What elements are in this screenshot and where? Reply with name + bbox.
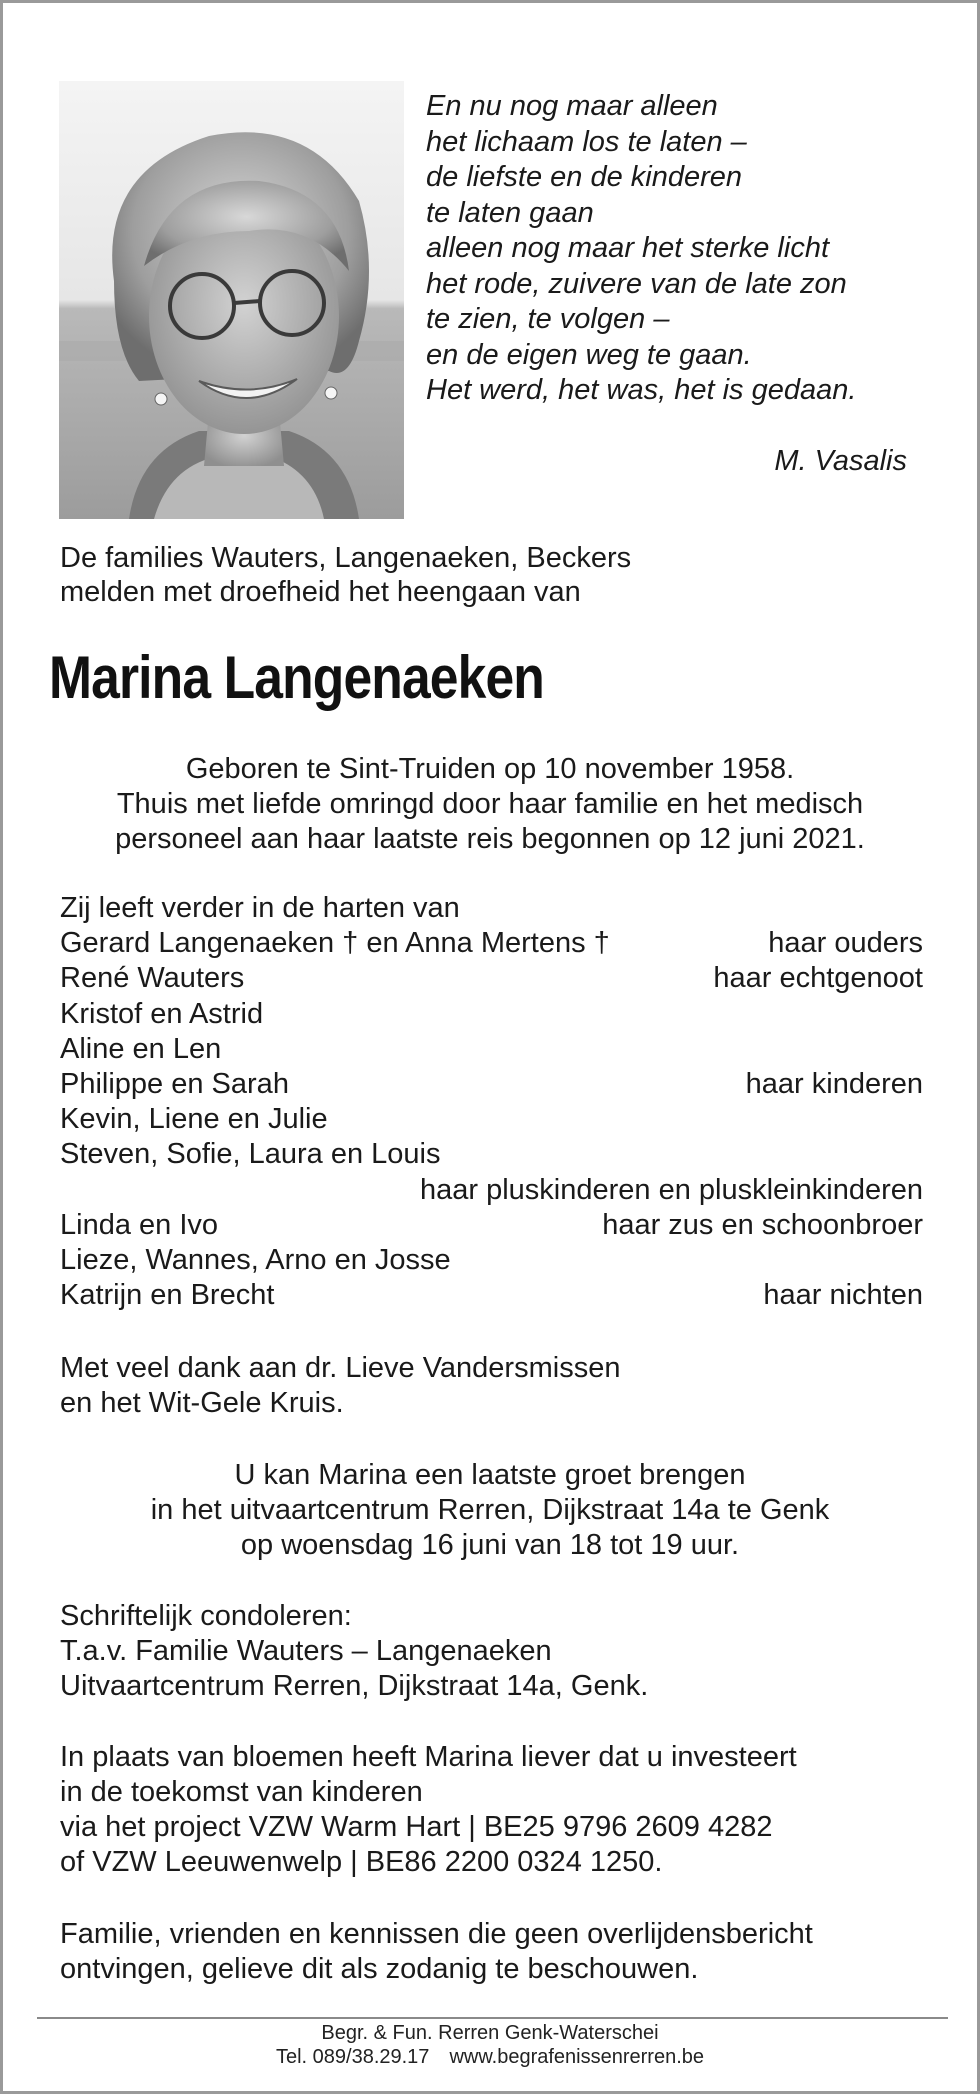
family-row — [60, 1102, 923, 1137]
family-relation: haar nichten — [763, 1279, 923, 1312]
donation-line: in de toekomst van kinderen — [60, 1776, 423, 1808]
family-names: Kristof en Astrid — [60, 997, 264, 1030]
intro-line: De families Wauters, Langenaeken, Beckers — [60, 542, 632, 574]
footer-contact — [3, 2045, 977, 2069]
poem-line: En nu nog maar alleen — [426, 90, 718, 122]
poem-line: Het werd, het was, het is gedaan. — [426, 374, 857, 406]
footer — [3, 2021, 977, 2069]
visit-line: op woensdag 16 juni van 18 tot 19 uur. — [240, 1529, 740, 1561]
family-row — [60, 1278, 923, 1313]
intro-line: melden met droefheid het heengaan van — [60, 576, 581, 608]
poem-line: alleen nog maar het sterke licht — [426, 232, 829, 264]
thanks-line: en het Wit-Gele Kruis. — [60, 1387, 344, 1419]
family-names: Philippe en Sarah — [60, 1067, 289, 1100]
family-row — [60, 1032, 923, 1067]
donation-line: In plaats van bloemen heeft Marina liever dat u investeert — [60, 1741, 797, 1773]
family-relation: haar zus en schoonbroer — [602, 1208, 923, 1241]
family-names: René Wauters — [60, 962, 245, 995]
closing-line: ontvingen, gelieve dit als zodanig te beschouwen. — [60, 1953, 699, 1985]
family-row — [60, 1173, 923, 1208]
family-row — [60, 997, 923, 1032]
condole-line: T.a.v. Familie Wauters – Langenaeken — [60, 1635, 552, 1667]
birth-and-death-info — [3, 752, 977, 857]
thanks-line: Met veel dank aan dr. Lieve Vandersmissen — [60, 1352, 621, 1384]
poem-line: het lichaam los te laten – — [426, 125, 747, 158]
deceased-name: Marina Langenaeken — [49, 644, 544, 711]
born-line: personeel aan haar laatste reis begonnen op 12 juni 2021. — [115, 823, 865, 855]
family-names: Lieze, Wannes, Arno en Josse — [60, 1243, 451, 1276]
family-names: Linda en Ivo — [60, 1208, 219, 1241]
poem-line: te zien, te volgen – — [426, 303, 670, 335]
family-row — [60, 1208, 923, 1243]
portrait-photo — [59, 81, 404, 519]
family-names: Katrijn en Brecht — [60, 1279, 275, 1312]
poem-author: M. Vasalis — [774, 445, 907, 477]
family-names: Zij leeft verder in de harten van — [60, 892, 460, 924]
donation-note — [60, 1740, 797, 1880]
poem — [426, 89, 946, 409]
family-relation: haar echtgenoot — [713, 962, 923, 995]
visit-line: in het uitvaartcentrum Rerren, Dijkstraat 14a te Genk — [150, 1494, 830, 1526]
footer-divider — [37, 2017, 948, 2019]
poem-line: de liefste en de kinderen — [426, 161, 742, 193]
family-list — [60, 891, 923, 1313]
family-relation: haar ouders — [768, 927, 923, 960]
condole-line: Schriftelijk condoleren: — [60, 1600, 352, 1632]
visit-line: U kan Marina een laatste groet brengen — [234, 1459, 746, 1491]
family-relation: haar pluskinderen en pluskleinkinderen — [420, 1173, 923, 1206]
visitation-info — [3, 1458, 977, 1563]
family-names: Aline en Len — [60, 1032, 222, 1065]
closing-line: Familie, vrienden en kennissen die geen overlijdensbericht — [60, 1918, 813, 1950]
condolence-address — [60, 1599, 648, 1704]
condole-line: Uitvaartcentrum Rerren, Dijkstraat 14a, Genk. — [60, 1670, 649, 1702]
poem-line: en de eigen weg te gaan. — [426, 338, 752, 371]
family-row — [60, 891, 923, 926]
family-row — [60, 961, 923, 996]
family-row — [60, 926, 923, 961]
funeral-company: Begr. & Fun. Rerren Genk-Waterschei — [321, 2022, 659, 2044]
family-row — [60, 1067, 923, 1102]
closing-note — [60, 1917, 813, 1987]
born-line: Geboren te Sint-Truiden op 10 november 1958. — [185, 753, 795, 785]
family-row — [60, 1243, 923, 1278]
family-names: Steven, Sofie, Laura en Louis — [60, 1138, 441, 1171]
poem-line: te laten gaan — [426, 196, 594, 229]
footer-phone: Tel. 089/38.29.17 — [275, 2046, 430, 2068]
born-line: Thuis met liefde omringd door haar familie en het medisch — [116, 788, 864, 820]
thanks-note — [60, 1351, 620, 1421]
poem-line: het rode, zuivere van de late zon — [426, 267, 847, 300]
footer-website-link[interactable]: www.begrafenissenrerren.be — [449, 2046, 705, 2068]
donation-line: of VZW Leeuwenwelp | BE86 2200 0324 1250. — [60, 1846, 663, 1878]
donation-line: via het project VZW Warm Hart | BE25 9796 2609 4282 — [60, 1811, 773, 1843]
announcement-intro — [60, 541, 631, 609]
family-names: Kevin, Liene en Julie — [60, 1103, 328, 1136]
family-relation: haar kinderen — [745, 1067, 923, 1100]
family-row — [60, 1137, 923, 1172]
family-names: Gerard Langenaeken † en Anna Mertens † — [60, 927, 610, 960]
